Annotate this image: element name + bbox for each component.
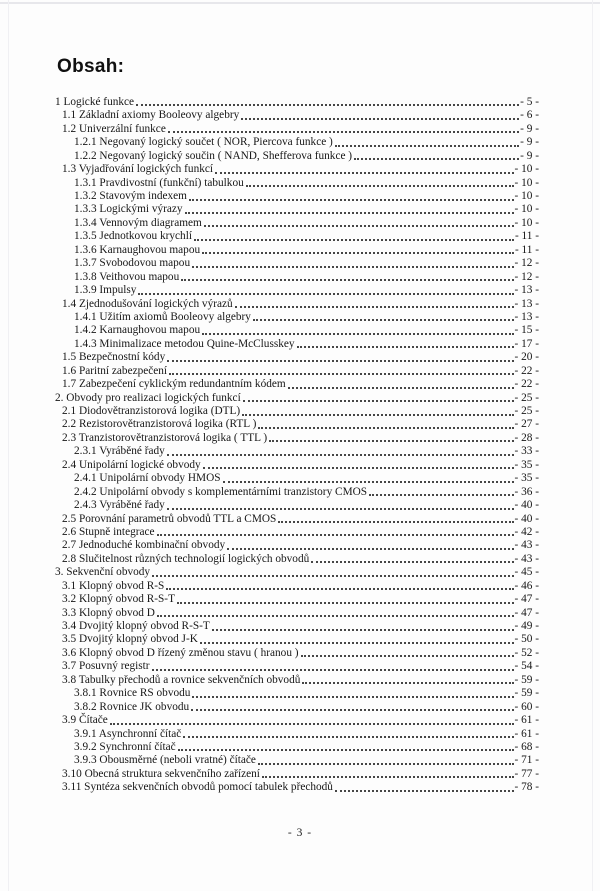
toc-entry-label: 1.3.3 Logickými výrazy — [74, 203, 183, 216]
page-title: Obsah: — [57, 56, 125, 77]
toc-entry — [55, 513, 539, 526]
toc-entry-page: - 35 - — [514, 472, 539, 485]
toc-entry — [55, 96, 539, 109]
toc-entry-label: 1.4.3 Minimalizace metodou Quine-McClusskey — [74, 337, 295, 350]
toc-leader-dots — [191, 709, 513, 711]
toc-entry-page: - 78 - — [514, 781, 539, 794]
toc-leader-dots — [297, 346, 514, 348]
toc-entry-page: - 59 - — [514, 673, 539, 686]
toc-entry — [55, 634, 539, 647]
toc-entry-page: - 50 - — [514, 633, 539, 646]
toc-leader-dots — [204, 225, 514, 227]
toc-entry — [55, 728, 539, 741]
toc-entry-label: 3.9 Čítače — [62, 714, 108, 727]
toc-leader-dots — [311, 561, 513, 563]
toc-entry — [55, 351, 539, 364]
toc-entry-label: 3.7 Posuvný registr — [62, 660, 150, 673]
toc-entry-page: - 49 - — [514, 620, 539, 633]
toc-entry-label: 2.4.3 Vyráběné řady — [74, 499, 165, 512]
toc-entry-label: 1.5 Bezpečnostní kódy — [62, 351, 166, 364]
toc-entry-label: 3.8.2 Rovnice JK obvodu — [74, 700, 190, 713]
toc-entry — [55, 499, 539, 512]
toc-entry-label: 3.9.3 Obousměrné (neboli vratné) čítače — [74, 754, 256, 767]
toc-entry-label: 1.3.1 Pravdivostní (funkční) tabulkou — [74, 176, 244, 189]
toc-leader-dots — [258, 763, 514, 765]
toc-leader-dots — [288, 387, 514, 389]
toc-entry-label: 2.3 Tranzistorovětranzistorová logika ( TTL ) — [62, 431, 268, 444]
toc-entry-page: - 10 - — [514, 216, 539, 229]
toc-leader-dots — [335, 790, 514, 792]
toc-entry — [55, 324, 539, 337]
toc-entry — [55, 781, 539, 794]
toc-entry-label: 3.9.1 Asynchronní čítač — [74, 727, 182, 740]
toc-entry-page: - 35 - — [514, 458, 539, 471]
toc-leader-dots — [269, 440, 513, 442]
toc-entry-page: - 12 - — [514, 270, 539, 283]
toc-entry — [55, 754, 539, 767]
toc-leader-dots — [181, 279, 513, 281]
toc-entry-page: - 47 - — [514, 606, 539, 619]
toc-leader-dots — [235, 306, 514, 308]
toc-entry-page: - 13 - — [514, 310, 539, 323]
toc-entry-page: - 20 - — [514, 351, 539, 364]
toc-entry-label: 3.1 Klopný obvod R-S — [62, 579, 165, 592]
toc-leader-dots — [157, 615, 514, 617]
toc-entry — [55, 714, 539, 727]
toc-entry — [55, 539, 539, 552]
toc-entry-label: 1.4.2 Karnaughovou mapou — [74, 324, 201, 337]
toc-entry — [55, 566, 539, 579]
toc-leader-dots — [243, 400, 514, 402]
toc-entry-page: - 10 - — [514, 203, 539, 216]
toc-entry-label: 1.3.6 Karnaughovou mapou — [74, 243, 201, 256]
toc-entry — [55, 593, 539, 606]
toc-leader-dots — [241, 118, 519, 120]
toc-entry — [55, 553, 539, 566]
toc-entry — [55, 284, 539, 297]
toc-entry-label: 2.2 Rezistorovětranzistorová logika (RTL ) — [62, 418, 257, 431]
toc-entry-page: - 27 - — [514, 418, 539, 431]
toc-entry-page: - 11 - — [514, 243, 539, 256]
toc-entry-label: 1.4.1 Užitím axiomů Booleovy algebry — [74, 310, 251, 323]
toc-entry-label: 1.3 Vyjadřování logických funkcí — [62, 163, 214, 176]
toc-entry-page: - 45 - — [514, 566, 539, 579]
toc-leader-dots — [167, 508, 514, 510]
toc-leader-dots — [189, 199, 514, 201]
toc-entry-label: 3.10 Obecná struktura sekvenčního zařízení — [62, 767, 260, 780]
toc-entry — [55, 230, 539, 243]
toc-entry-page: - 59 - — [514, 687, 539, 700]
toc-entry — [55, 445, 539, 458]
toc-entry — [55, 271, 539, 284]
toc-leader-dots — [192, 266, 513, 268]
toc-entry-page: - 54 - — [514, 660, 539, 673]
toc-entry-label: 1.3.8 Veithovou mapou — [74, 270, 180, 283]
toc-entry — [55, 298, 539, 311]
toc-entry — [55, 123, 539, 136]
toc-entry — [55, 701, 539, 714]
toc-entry-page: - 9 - — [520, 122, 539, 135]
toc-leader-dots — [212, 629, 514, 631]
toc-leader-dots — [200, 642, 514, 644]
toc-entry-label: 1.3.7 Svobodovou mapou — [74, 257, 191, 270]
toc-entry-page: - 15 - — [514, 324, 539, 337]
toc-leader-dots — [202, 333, 513, 335]
toc-entry — [55, 338, 539, 351]
toc-entry-label: 3.9.2 Synchronní čítač — [74, 740, 176, 753]
toc-entry — [55, 459, 539, 472]
toc-leader-dots — [223, 481, 514, 483]
toc-entry — [55, 674, 539, 687]
toc-entry — [55, 607, 539, 620]
toc-entry-page: - 12 - — [514, 257, 539, 270]
toc-entry-page: - 5 - — [520, 95, 539, 108]
toc-list — [55, 96, 539, 795]
scan-edge-top — [0, 2, 600, 4]
toc-entry-page: - 61 - — [514, 714, 539, 727]
toc-entry-label: 2.3.1 Vyráběné řady — [74, 445, 165, 458]
toc-entry-page: - 52 - — [514, 646, 539, 659]
toc-entry-label: 2.4 Unipolární logické obvody — [62, 458, 201, 471]
toc-entry-label: 2.7 Jednoduché kombinační obvody — [62, 539, 226, 552]
toc-leader-dots — [177, 602, 514, 604]
toc-leader-dots — [246, 185, 514, 187]
toc-entry-label: 2.8 Slučitelnost různých technologií logických obvodů — [62, 552, 310, 565]
toc-entry-label: 3.2 Klopný obvod R-S-T — [62, 593, 175, 606]
toc-entry — [55, 419, 539, 432]
toc-leader-dots — [203, 467, 514, 469]
toc-entry-label: 1 Logické funkce — [55, 95, 135, 108]
toc-leader-dots — [354, 158, 519, 160]
toc-entry — [55, 392, 539, 405]
toc-entry-page: - 68 - — [514, 740, 539, 753]
toc-entry — [55, 405, 539, 418]
toc-entry — [55, 378, 539, 391]
toc-leader-dots — [169, 373, 513, 375]
toc-entry-page: - 25 - — [514, 405, 539, 418]
toc-entry-page: - 6 - — [520, 109, 539, 122]
toc-entry-page: - 43 - — [514, 552, 539, 565]
toc-leader-dots — [168, 131, 519, 133]
toc-entry-label: 1.3.4 Vennovým diagramem — [74, 216, 202, 229]
toc-entry-page: - 10 - — [514, 190, 539, 203]
toc-entry — [55, 257, 539, 270]
toc-entry — [55, 526, 539, 539]
toc-entry-page: - 43 - — [514, 539, 539, 552]
toc-leader-dots — [185, 212, 514, 214]
toc-entry-label: 3.5 Dvojitý klopný obvod J-K — [62, 633, 198, 646]
toc-leader-dots — [157, 534, 514, 536]
toc-entry-page: - 40 - — [514, 512, 539, 525]
toc-leader-dots — [167, 454, 514, 456]
toc-leader-dots — [278, 521, 513, 523]
toc-entry — [55, 217, 539, 230]
toc-entry-page: - 61 - — [514, 727, 539, 740]
toc-entry-label: 3.3 Klopný obvod D — [62, 606, 155, 619]
toc-leader-dots — [335, 145, 519, 147]
toc-entry-page: - 60 - — [514, 700, 539, 713]
toc-entry-page: - 36 - — [514, 485, 539, 498]
toc-entry — [55, 311, 539, 324]
toc-entry — [55, 687, 539, 700]
toc-entry-page: - 77 - — [514, 767, 539, 780]
toc-entry-label: 1.6 Paritní zabezpečení — [62, 364, 168, 377]
toc-leader-dots — [262, 776, 514, 778]
toc-entry — [55, 109, 539, 122]
toc-leader-dots — [369, 494, 513, 496]
toc-entry — [55, 204, 539, 217]
toc-entry-label: 1.7 Zabezpečení cyklickým redundantním kódem — [62, 378, 286, 391]
toc-entry — [55, 620, 539, 633]
toc-entry-page: - 22 - — [514, 364, 539, 377]
toc-entry-page: - 47 - — [514, 593, 539, 606]
toc-entry-label: 3.6 Klopný obvod D řízený změnou stavu ( hranou ) — [62, 646, 299, 659]
toc-leader-dots — [302, 682, 513, 684]
toc-entry-label: 1.3.9 Impulsy — [74, 284, 137, 297]
toc-leader-dots — [136, 104, 519, 106]
scan-edge-right — [592, 0, 593, 891]
toc-entry — [55, 365, 539, 378]
toc-entry-label: 1.3.5 Jednotkovou krychlí — [74, 230, 192, 243]
toc-entry-page: - 25 - — [514, 391, 539, 404]
toc-leader-dots — [178, 749, 514, 751]
toc-entry — [55, 136, 539, 149]
toc-entry — [55, 163, 539, 176]
toc-leader-dots — [152, 669, 514, 671]
toc-entry — [55, 660, 539, 673]
scan-edge-left — [8, 0, 9, 891]
toc-entry-label: 1.2.2 Negovaný logický součin ( NAND, Shefferova funkce ) — [74, 149, 353, 162]
toc-leader-dots — [138, 293, 513, 295]
toc-leader-dots — [183, 736, 513, 738]
toc-leader-dots — [301, 655, 514, 657]
toc-entry-label: 2.4.1 Unipolární obvody HMOS — [74, 472, 221, 485]
toc-entry-page: - 9 - — [520, 149, 539, 162]
toc-entry — [55, 647, 539, 660]
toc-leader-dots — [194, 239, 514, 241]
toc-entry-page: - 40 - — [514, 499, 539, 512]
toc-entry-label: 3.11 Syntéza sekvenčních obvodů pomocí tabulek přechodů — [62, 781, 333, 794]
toc-entry-page: - 42 - — [514, 525, 539, 538]
toc-entry-label: 1.4 Zjednodušování logických výrazů — [62, 297, 233, 310]
toc-entry-label: 3.8.1 Rovnice RS obvodu — [74, 687, 191, 700]
toc-entry-label: 3. Sekvenční obvody — [55, 566, 151, 579]
toc-entry — [55, 472, 539, 485]
toc-entry — [55, 486, 539, 499]
toc-entry-page: - 9 - — [520, 136, 539, 149]
toc-entry — [55, 741, 539, 754]
toc-entry-label: 1.2.1 Negovaný logický součet ( NOR, Piercova funkce ) — [74, 136, 333, 149]
toc-entry-label: 3.4 Dvojitý klopný obvod R-S-T — [62, 620, 210, 633]
toc-entry-page: - 13 - — [514, 284, 539, 297]
toc-entry-page: - 22 - — [514, 378, 539, 391]
toc-entry — [55, 177, 539, 190]
toc-leader-dots — [152, 575, 513, 577]
toc-entry-label: 1.2 Univerzální funkce — [62, 122, 166, 135]
toc-leader-dots — [192, 696, 513, 698]
toc-entry-page: - 10 - — [514, 163, 539, 176]
toc-leader-dots — [110, 723, 514, 725]
toc-leader-dots — [215, 172, 514, 174]
toc-entry — [55, 190, 539, 203]
toc-entry-label: 1.1 Základní axiomy Booleovy algebry — [62, 109, 240, 122]
footer-page-number: - 3 - — [287, 827, 313, 839]
toc-entry-page: - 13 - — [514, 297, 539, 310]
toc-entry-label: 2.1 Diodovětranzistorová logika (DTL) — [62, 405, 241, 418]
toc-leader-dots — [258, 427, 513, 429]
toc-entry — [55, 432, 539, 445]
toc-leader-dots — [166, 588, 513, 590]
toc-entry-page: - 46 - — [514, 579, 539, 592]
toc-entry-page: - 17 - — [514, 337, 539, 350]
toc-entry-page: - 11 - — [514, 230, 539, 243]
toc-entry-page: - 10 - — [514, 176, 539, 189]
toc-entry-label: 2.4.2 Unipolární obvody s komplementárními tranzistory CMOS — [74, 485, 368, 498]
toc-entry — [55, 768, 539, 781]
toc-entry — [55, 150, 539, 163]
toc-entry-label: 2.6 Stupně integrace — [62, 525, 155, 538]
toc-entry-page: - 71 - — [514, 754, 539, 767]
toc-leader-dots — [253, 319, 514, 321]
toc-leader-dots — [167, 360, 513, 362]
toc-entry-label: 2. Obvody pro realizaci logických funkcí — [55, 391, 241, 404]
toc-entry — [55, 244, 539, 257]
toc-entry-label: 2.5 Porovnání parametrů obvodů TTL a CMOS — [62, 512, 277, 525]
toc-leader-dots — [227, 548, 513, 550]
toc-leader-dots — [242, 414, 513, 416]
toc-entry-label: 1.3.2 Stavovým indexem — [74, 190, 187, 203]
toc-entry-label: 3.8 Tabulky přechodů a rovnice sekvenčních obvodů — [62, 673, 301, 686]
toc-entry-page: - 28 - — [514, 431, 539, 444]
toc-entry — [55, 580, 539, 593]
toc-entry-page: - 33 - — [514, 445, 539, 458]
toc-leader-dots — [202, 252, 514, 254]
